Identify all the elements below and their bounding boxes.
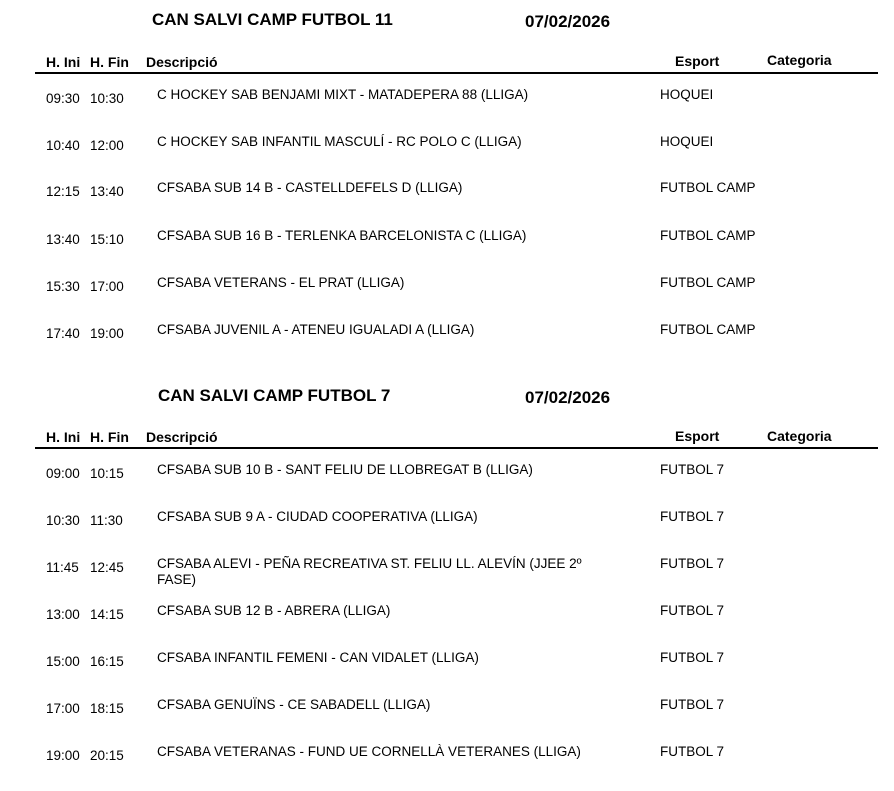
sport: FUTBOL 7: [660, 462, 725, 477]
end-time: 16:15: [90, 654, 124, 669]
description: CFSABA GENUÏNS - CE SABADELL (LLIGA): [157, 697, 431, 712]
description: CFSABA VETERANAS - FUND UE CORNELLÀ VETERANES (LLIGA): [157, 744, 581, 759]
header-descripcio: Descripció: [146, 54, 218, 70]
table-row: [0, 322, 894, 369]
end-time: 14:15: [90, 607, 124, 622]
table-row: [0, 462, 894, 509]
start-time: 10:30: [46, 513, 80, 528]
header-h-fin: H. Fin: [90, 54, 129, 70]
sport: HOQUEI: [660, 134, 714, 149]
end-time: 15:10: [90, 232, 124, 247]
end-time: 19:00: [90, 326, 124, 341]
header-esport: Esport: [675, 428, 720, 444]
description: C HOCKEY SAB BENJAMI MIXT - MATADEPERA 88 (LLIGA): [157, 87, 529, 102]
start-time: 09:30: [46, 91, 80, 106]
end-time: 11:30: [90, 513, 123, 528]
header-h-ini: H. Ini: [46, 429, 81, 445]
table-row: [0, 650, 894, 697]
sport: FUTBOL CAMP: [660, 228, 756, 243]
end-time: 13:40: [90, 184, 124, 199]
description: CFSABA SUB 12 B - ABRERA (LLIGA): [157, 603, 391, 618]
description: CFSABA SUB 10 B - SANT FELIU DE LLOBREGAT B (LLIGA): [157, 462, 533, 477]
description: CFSABA SUB 9 A - CIUDAD COOPERATIVA (LLIGA): [157, 509, 478, 524]
start-time: 15:00: [46, 654, 80, 669]
description: CFSABA SUB 14 B - CASTELLDEFELS D (LLIGA): [157, 180, 463, 195]
table-row: [0, 744, 894, 791]
header-categoria: Categoria: [767, 428, 832, 444]
end-time: 17:00: [90, 279, 124, 294]
description: CFSABA INFANTIL FEMENI - CAN VIDALET (LLIGA): [157, 650, 479, 665]
header-descripcio: Descripció: [146, 429, 218, 445]
header-rule: [35, 447, 878, 449]
table-row: [0, 180, 894, 227]
start-time: 15:30: [46, 279, 80, 294]
start-time: 19:00: [46, 748, 80, 763]
section-title: CAN SALVI CAMP FUTBOL 11: [152, 10, 393, 29]
table-row: [0, 697, 894, 744]
start-time: 13:00: [46, 607, 80, 622]
description: CFSABA VETERANS - EL PRAT (LLIGA): [157, 275, 405, 290]
table-row: [0, 87, 894, 134]
table-row: [0, 509, 894, 556]
sport: FUTBOL 7: [660, 650, 725, 665]
section-date: 07/02/2026: [525, 388, 611, 407]
table-row: [0, 228, 894, 275]
start-time: 17:40: [46, 326, 80, 341]
sport: FUTBOL CAMP: [660, 275, 756, 290]
description: CFSABA JUVENIL A - ATENEU IGUALADI A (LLIGA): [157, 322, 475, 337]
sport: FUTBOL 7: [660, 603, 725, 618]
sport: FUTBOL 7: [660, 697, 725, 712]
description: C HOCKEY SAB INFANTIL MASCULÍ - RC POLO C (LLIGA): [157, 134, 522, 149]
start-time: 09:00: [46, 466, 80, 481]
start-time: 10:40: [46, 138, 80, 153]
start-time: 12:15: [46, 184, 80, 199]
description: CFSABA ALEVI - PEÑA RECREATIVA ST. FELIU LL. ALEVÍN (JJEE 2º FASE): [157, 556, 582, 587]
header-categoria: Categoria: [767, 52, 832, 68]
end-time: 12:45: [90, 560, 124, 575]
section-date: 07/02/2026: [525, 12, 611, 31]
sport: HOQUEI: [660, 87, 714, 102]
start-time: 17:00: [46, 701, 80, 716]
table-row: [0, 134, 894, 181]
sport: FUTBOL CAMP: [660, 180, 756, 195]
end-time: 18:15: [90, 701, 124, 716]
section-title: CAN SALVI CAMP FUTBOL 7: [158, 386, 391, 405]
header-esport: Esport: [675, 53, 720, 69]
sport: FUTBOL 7: [660, 744, 725, 759]
sport: FUTBOL CAMP: [660, 322, 756, 337]
sport: FUTBOL 7: [660, 556, 725, 571]
description: CFSABA SUB 16 B - TERLENKA BARCELONISTA C (LLIGA): [157, 228, 527, 243]
end-time: 10:30: [90, 91, 124, 106]
start-time: 11:45: [46, 560, 79, 575]
header-rule: [35, 72, 878, 74]
header-h-fin: H. Fin: [90, 429, 129, 445]
start-time: 13:40: [46, 232, 80, 247]
sport: FUTBOL 7: [660, 509, 725, 524]
table-row: [0, 603, 894, 650]
table-row: [0, 275, 894, 322]
end-time: 10:15: [90, 466, 124, 481]
end-time: 20:15: [90, 748, 124, 763]
table-row: [0, 556, 894, 603]
header-h-ini: H. Ini: [46, 54, 81, 70]
end-time: 12:00: [90, 138, 124, 153]
